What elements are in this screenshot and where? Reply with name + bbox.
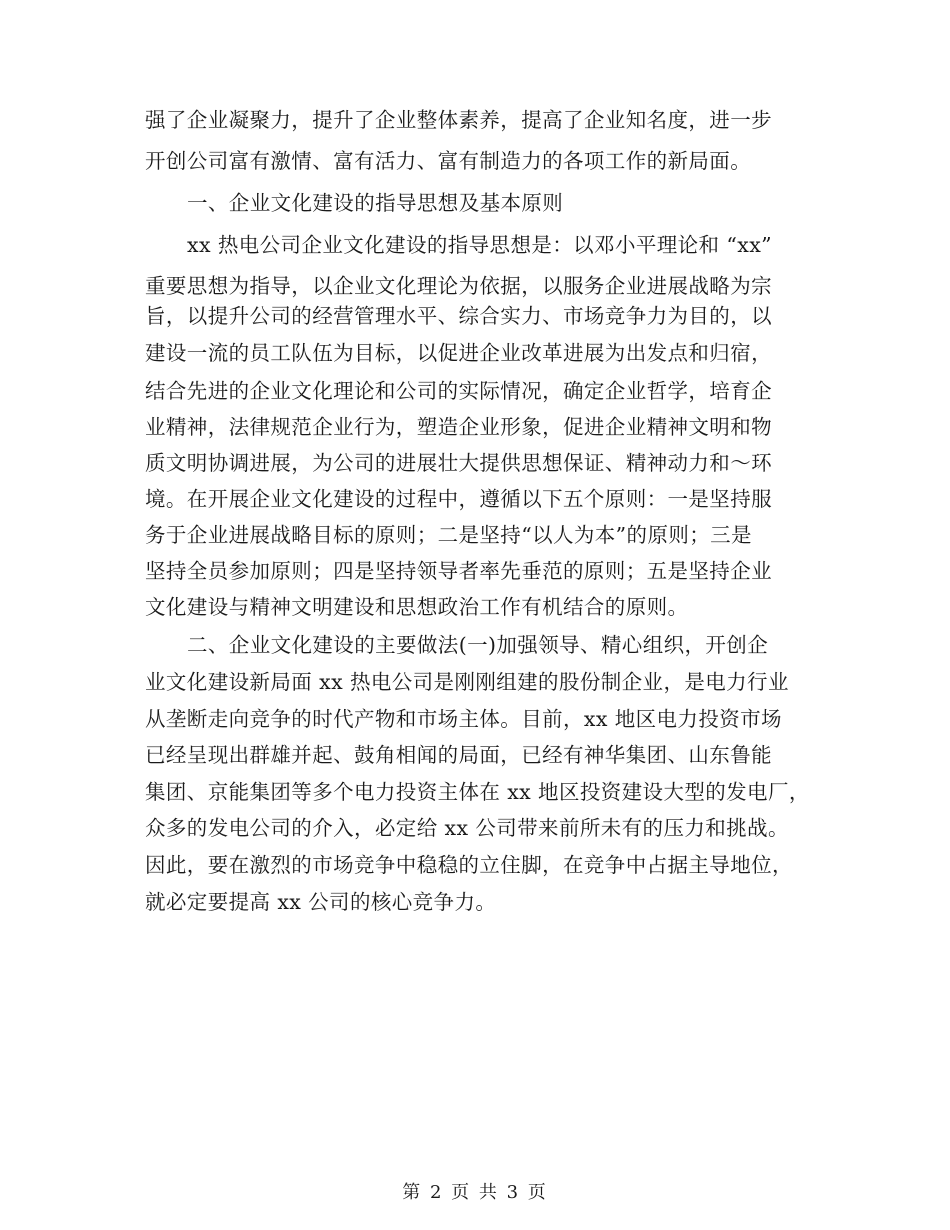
body-text-line: 坚持全员参加原则；四是坚持领导者率先垂范的原则；五是坚持企业 xyxy=(145,559,772,583)
page-number-footer: 第 2 页 共 3 页 xyxy=(402,1182,548,1203)
body-text-line: 众多的发电公司的介入，必定给 xx 公司带来前所未有的压力和挑战。 xyxy=(145,816,789,840)
body-text-line: 从垄断走向竞争的时代产物和市场主体。目前，xx 地区电力投资市场 xyxy=(145,707,782,731)
body-text-line: 已经呈现出群雄并起、鼓角相闻的局面，已经有神华集团、山东鲁能 xyxy=(145,743,772,767)
body-text-line: xx 热电公司企业文化建设的指导思想是：以邓小平理论和 “xx” xyxy=(187,233,773,257)
body-text-line: 文化建设与精神文明建设和思想政治工作有机结合的原则。 xyxy=(145,595,689,619)
body-text-line: 重要思想为指导，以企业文化理论为依据，以服务企业进展战略为宗 xyxy=(145,274,772,298)
body-text-line: 务于企业进展战略目标的原则；二是坚持“以人为本”的原则；三是 xyxy=(145,523,752,547)
body-text-line: 因此，要在激烈的市场竞争中稳稳的立住脚，在竞争中占据主导地位， xyxy=(145,853,793,877)
body-text-line: 就必定要提高 xx 公司的核心竞争力。 xyxy=(145,890,497,914)
body-text-line: 结合先进的企业文化理论和公司的实际情况，确定企业哲学，培育企 xyxy=(145,379,772,403)
body-text-line: 开创公司富有激情、富有活力、富有制造力的各项工作的新局面。 xyxy=(145,149,752,173)
section-heading: 一、企业文化建设的指导思想及基本原则 xyxy=(187,191,564,215)
body-text-line: 质文明协调进展，为公司的进展壮大提供思想保证、精神动力和～环 xyxy=(145,451,772,475)
body-text-line: 集团、京能集团等多个电力投资主体在 xx 地区投资建设大型的发电厂， xyxy=(145,780,810,804)
body-text-line: 业精神，法律规范企业行为，塑造企业形象，促进企业精神文明和物 xyxy=(145,415,772,439)
body-text-line: 境。在开展企业文化建设的过程中，遵循以下五个原则：一是坚持服 xyxy=(145,487,772,511)
body-text-line: 业文化建设新局面 xx 热电公司是刚刚组建的股份制企业，是电力行业 xyxy=(145,670,789,694)
section-heading: 二、企业文化建设的主要做法(一)加强领导、精心组织，开创企 xyxy=(187,633,769,657)
body-text-line: 建设一流的员工队伍为目标，以促进企业改革进展为出发点和归宿， xyxy=(145,341,772,365)
body-text-line: 强了企业凝聚力，提升了企业整体素养，提高了企业知名度，进一步 xyxy=(145,108,772,132)
body-text-line: 旨，以提升公司的经营管理水平、综合实力、市场竞争力为目的，以 xyxy=(145,304,772,328)
